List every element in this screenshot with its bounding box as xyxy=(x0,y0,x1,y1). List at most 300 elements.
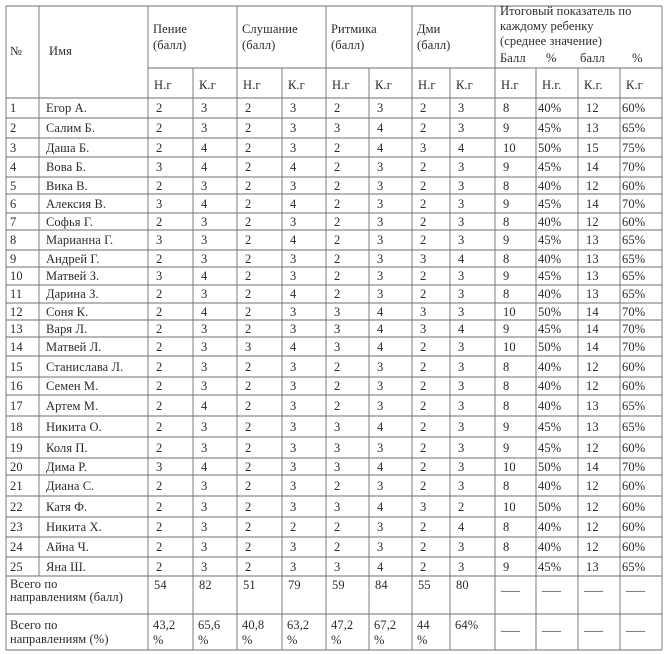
row-value: 2 xyxy=(245,269,252,283)
row-value: 3 xyxy=(458,196,465,211)
row-value: 2 xyxy=(334,478,341,493)
row-value: 12 xyxy=(586,379,599,393)
row-value: 3 xyxy=(201,419,208,434)
row-value: 75% xyxy=(622,140,646,155)
row-value: 3 xyxy=(458,178,465,193)
row-name: Дарина З. xyxy=(46,287,99,301)
row-value: 3 xyxy=(290,140,297,155)
row-value: 3 xyxy=(290,559,297,574)
row-value: 3 xyxy=(290,398,297,413)
totals-pct-value: 64% xyxy=(455,618,479,632)
row-value: 45% xyxy=(538,233,562,247)
row-value: 3 xyxy=(458,160,465,174)
row-value: 3 xyxy=(201,520,208,534)
row-value: 3 xyxy=(458,540,465,554)
row-number: 15 xyxy=(10,359,23,374)
row-name: Станислава Л. xyxy=(46,359,124,374)
row-number: 3 xyxy=(10,140,17,155)
row-value: 13 xyxy=(586,287,599,301)
row-value: 2 xyxy=(420,214,427,229)
row-value: 3 xyxy=(377,520,384,534)
row-value: 2 xyxy=(420,269,427,283)
row-name: Дима Р. xyxy=(46,459,87,474)
row-name: Егор А. xyxy=(46,101,87,115)
row-value: 2 xyxy=(334,359,341,374)
row-name: Коля П. xyxy=(46,440,88,455)
row-value: 10 xyxy=(503,459,516,474)
row-value: 2 xyxy=(334,398,341,413)
row-number: 6 xyxy=(10,196,17,211)
row-value: 3 xyxy=(201,101,208,115)
row-value: 3 xyxy=(334,499,341,514)
row-value: 2 xyxy=(245,398,252,413)
header-final-title: каждому ребенку xyxy=(500,19,594,33)
row-value: 70% xyxy=(622,196,646,211)
header-subcolumn: К.г xyxy=(456,78,473,92)
totals-pct-value: 43,2 xyxy=(153,618,176,632)
row-value: 2 xyxy=(245,251,252,266)
row-value: 60% xyxy=(622,478,646,493)
row-value: 2 xyxy=(420,478,427,493)
row-value: 15 xyxy=(586,140,599,155)
row-value: 8 xyxy=(503,520,510,534)
row-value: 14 xyxy=(586,196,599,211)
row-number: 2 xyxy=(10,121,17,135)
header-final-sub: % xyxy=(546,51,557,65)
row-value: 60% xyxy=(622,178,646,193)
row-value: 13 xyxy=(586,419,599,434)
row-value: 4 xyxy=(377,499,384,514)
row-value: 2 xyxy=(156,440,163,455)
row-value: 45% xyxy=(538,160,562,174)
row-value: 4 xyxy=(377,121,384,135)
row-value: 12 xyxy=(586,478,599,493)
row-value: 2 xyxy=(334,101,341,115)
row-value: 3 xyxy=(377,178,384,193)
row-value: 3 xyxy=(156,160,163,174)
row-value: 3 xyxy=(290,214,297,229)
row-number: 12 xyxy=(10,304,23,319)
row-value: 65% xyxy=(622,121,646,135)
row-value: 14 xyxy=(586,160,599,174)
header-group-title: Слушание xyxy=(242,22,298,36)
row-value: 70% xyxy=(622,339,646,354)
row-value: 2 xyxy=(420,339,427,354)
row-value: 3 xyxy=(420,304,427,319)
row-value: 3 xyxy=(458,214,465,229)
totals-ball-value: 59 xyxy=(332,578,345,592)
row-number: 20 xyxy=(10,459,23,474)
totals-ball-label: Всего по xyxy=(10,577,58,591)
row-value: 3 xyxy=(290,499,297,514)
row-value: 13 xyxy=(586,559,599,574)
row-value: 4 xyxy=(458,140,465,155)
row-name: Марианна Г. xyxy=(46,233,114,247)
row-value: 2 xyxy=(420,101,427,115)
header-final-title: Итоговый показатель по xyxy=(500,4,632,18)
row-name: Софья Г. xyxy=(46,214,94,229)
totals-ball-label: направлениям (балл) xyxy=(10,590,123,604)
header-group-title: Ритмика xyxy=(331,22,377,36)
header-name: Имя xyxy=(49,44,72,58)
row-value: 3 xyxy=(201,478,208,493)
row-value: 2 xyxy=(245,520,252,534)
row-value: 4 xyxy=(290,233,297,247)
row-value: 2 xyxy=(156,287,163,301)
row-value: 9 xyxy=(503,196,510,211)
row-value: 14 xyxy=(586,321,599,336)
row-value: 65% xyxy=(622,233,646,247)
row-value: 2 xyxy=(245,214,252,229)
row-number: 10 xyxy=(10,269,23,283)
row-value: 3 xyxy=(377,214,384,229)
row-value: 3 xyxy=(458,233,465,247)
row-value: 65% xyxy=(622,269,646,283)
row-value: 2 xyxy=(245,178,252,193)
row-number: 25 xyxy=(10,559,23,574)
row-value: 2 xyxy=(458,499,465,514)
row-value: 3 xyxy=(201,321,208,336)
row-value: 12 xyxy=(586,178,599,193)
row-value: 10 xyxy=(503,140,516,155)
row-value: 8 xyxy=(503,287,510,301)
row-value: 12 xyxy=(586,214,599,229)
row-value: 3 xyxy=(458,559,465,574)
row-value: 3 xyxy=(290,540,297,554)
row-value: 4 xyxy=(458,520,465,534)
row-value: 3 xyxy=(377,379,384,393)
header-subcolumn: Н.г xyxy=(418,78,436,92)
row-value: 2 xyxy=(420,287,427,301)
row-value: 3 xyxy=(201,499,208,514)
row-value: 3 xyxy=(420,140,427,155)
row-value: 8 xyxy=(503,251,510,266)
row-value: 45% xyxy=(538,121,562,135)
row-value: 3 xyxy=(377,440,384,455)
row-value: 3 xyxy=(334,339,341,354)
row-value: 4 xyxy=(290,339,297,354)
row-value: 2 xyxy=(245,440,252,455)
row-value: 40% xyxy=(538,214,562,229)
row-value: 3 xyxy=(156,269,163,283)
row-value: 9 xyxy=(503,160,510,174)
row-value: 13 xyxy=(586,251,599,266)
row-value: 70% xyxy=(622,459,646,474)
row-value: 3 xyxy=(377,101,384,115)
row-value: 3 xyxy=(334,559,341,574)
row-value: 3 xyxy=(458,269,465,283)
row-value: 3 xyxy=(458,304,465,319)
row-value: 3 xyxy=(156,459,163,474)
row-value: 3 xyxy=(156,233,163,247)
row-value: 3 xyxy=(377,478,384,493)
row-value: 50% xyxy=(538,140,562,155)
totals-ball-value: 51 xyxy=(243,578,256,592)
row-value: 3 xyxy=(201,540,208,554)
row-value: 50% xyxy=(538,459,562,474)
header-final-sub: балл xyxy=(580,51,605,65)
row-value: 9 xyxy=(503,419,510,434)
row-value: 8 xyxy=(503,540,510,554)
row-value: 4 xyxy=(290,287,297,301)
row-value: 3 xyxy=(290,269,297,283)
totals-pct-dash: ___ xyxy=(542,619,562,633)
row-value: 3 xyxy=(290,419,297,434)
row-number: 7 xyxy=(10,214,17,229)
row-value: 40% xyxy=(538,178,562,193)
row-number: 24 xyxy=(10,540,23,554)
row-number: 22 xyxy=(10,499,23,514)
totals-ball-value: 84 xyxy=(375,578,388,592)
row-value: 3 xyxy=(290,178,297,193)
totals-pct-unit: % xyxy=(331,633,342,647)
row-value: 2 xyxy=(156,101,163,115)
row-value: 14 xyxy=(586,459,599,474)
row-value: 3 xyxy=(458,398,465,413)
row-value: 70% xyxy=(622,321,646,336)
header-subcolumn: Н.г xyxy=(501,78,519,92)
row-value: 4 xyxy=(377,321,384,336)
row-value: 70% xyxy=(622,160,646,174)
row-value: 3 xyxy=(290,121,297,135)
row-value: 4 xyxy=(201,196,208,211)
row-value: 3 xyxy=(334,121,341,135)
row-value: 4 xyxy=(458,321,465,336)
row-value: 3 xyxy=(377,540,384,554)
totals-pct-value: 67,2 xyxy=(374,618,397,632)
row-value: 45% xyxy=(538,196,562,211)
row-value: 8 xyxy=(503,214,510,229)
row-value: 3 xyxy=(201,121,208,135)
row-value: 3 xyxy=(290,321,297,336)
row-value: 65% xyxy=(622,251,646,266)
row-value: 40% xyxy=(538,379,562,393)
row-value: 2 xyxy=(334,140,341,155)
row-name: Алексия В. xyxy=(46,196,107,211)
row-value: 4 xyxy=(377,459,384,474)
header-group-title: (балл) xyxy=(242,38,276,52)
row-value: 40% xyxy=(538,398,562,413)
row-name: Айна Ч. xyxy=(46,540,90,554)
totals-ball-value: 79 xyxy=(288,578,301,592)
row-value: 2 xyxy=(334,214,341,229)
row-value: 3 xyxy=(290,379,297,393)
row-value: 3 xyxy=(201,440,208,455)
row-number: 18 xyxy=(10,419,23,434)
row-value: 2 xyxy=(245,321,252,336)
row-value: 2 xyxy=(245,379,252,393)
row-value: 2 xyxy=(156,520,163,534)
row-number: 9 xyxy=(10,251,17,266)
row-value: 2 xyxy=(420,160,427,174)
totals-pct-unit: % xyxy=(374,633,385,647)
row-value: 2 xyxy=(156,379,163,393)
row-value: 2 xyxy=(334,520,341,534)
row-value: 2 xyxy=(245,359,252,374)
row-value: 2 xyxy=(420,440,427,455)
totals-pct-value: 65,6 xyxy=(198,618,221,632)
row-name: Салим Б. xyxy=(46,121,96,135)
row-value: 3 xyxy=(377,196,384,211)
row-name: Никита Х. xyxy=(46,520,102,534)
row-value: 60% xyxy=(622,520,646,534)
row-value: 4 xyxy=(290,196,297,211)
row-value: 2 xyxy=(334,287,341,301)
row-value: 2 xyxy=(420,459,427,474)
row-value: 10 xyxy=(503,499,516,514)
row-value: 3 xyxy=(201,339,208,354)
row-value: 8 xyxy=(503,101,510,115)
header-subcolumn: Н.г xyxy=(154,78,172,92)
row-number: 21 xyxy=(10,478,23,493)
row-value: 2 xyxy=(420,520,427,534)
header-group-title: Дми xyxy=(417,22,441,36)
row-value: 60% xyxy=(622,499,646,514)
row-value: 4 xyxy=(458,251,465,266)
totals-pct-unit: % xyxy=(417,633,428,647)
header-subcolumn: К.г xyxy=(375,78,392,92)
row-value: 3 xyxy=(420,499,427,514)
row-value: 3 xyxy=(334,419,341,434)
row-value: 45% xyxy=(538,419,562,434)
row-value: 10 xyxy=(503,339,516,354)
row-value: 12 xyxy=(586,520,599,534)
row-value: 12 xyxy=(586,540,599,554)
row-value: 2 xyxy=(420,178,427,193)
totals-ball-value: 82 xyxy=(199,578,212,592)
row-value: 2 xyxy=(245,121,252,135)
row-value: 9 xyxy=(503,440,510,455)
row-value: 3 xyxy=(377,287,384,301)
row-value: 40% xyxy=(538,478,562,493)
row-value: 3 xyxy=(377,160,384,174)
row-value: 3 xyxy=(290,478,297,493)
totals-ball-value: 55 xyxy=(418,578,431,592)
row-value: 4 xyxy=(377,304,384,319)
row-value: 2 xyxy=(245,304,252,319)
row-value: 10 xyxy=(503,304,516,319)
row-value: 14 xyxy=(586,304,599,319)
row-value: 2 xyxy=(245,233,252,247)
row-value: 2 xyxy=(334,540,341,554)
row-value: 2 xyxy=(334,160,341,174)
row-value: 2 xyxy=(334,269,341,283)
totals-ball-value: 80 xyxy=(456,578,469,592)
row-value: 3 xyxy=(458,287,465,301)
row-value: 3 xyxy=(201,233,208,247)
row-value: 8 xyxy=(503,398,510,413)
totals-ball-dash: ___ xyxy=(584,579,604,593)
row-name: Яна Ш. xyxy=(46,559,87,574)
row-value: 8 xyxy=(503,359,510,374)
row-value: 40% xyxy=(538,540,562,554)
row-name: Катя Ф. xyxy=(46,499,88,514)
row-number: 13 xyxy=(10,321,23,336)
row-value: 3 xyxy=(290,359,297,374)
row-name: Матвей З. xyxy=(46,269,100,283)
row-value: 2 xyxy=(156,339,163,354)
row-value: 3 xyxy=(201,559,208,574)
row-value: 40% xyxy=(538,520,562,534)
row-value: 12 xyxy=(586,440,599,455)
row-value: 9 xyxy=(503,559,510,574)
row-value: 2 xyxy=(156,214,163,229)
row-name: Вика В. xyxy=(46,178,88,193)
row-number: 16 xyxy=(10,379,23,393)
row-value: 65% xyxy=(622,559,646,574)
row-value: 3 xyxy=(201,251,208,266)
row-value: 4 xyxy=(201,398,208,413)
row-value: 3 xyxy=(458,419,465,434)
row-value: 3 xyxy=(458,478,465,493)
totals-pct-unit: % xyxy=(198,633,209,647)
row-value: 2 xyxy=(420,233,427,247)
row-value: 3 xyxy=(458,339,465,354)
row-number: 11 xyxy=(10,287,23,301)
row-value: 3 xyxy=(420,321,427,336)
totals-ball-dash: ___ xyxy=(542,579,562,593)
header-subcolumn: Н.г xyxy=(332,78,350,92)
totals-pct-value: 44 xyxy=(417,618,430,632)
header-group-title: Пение xyxy=(153,22,188,36)
row-name: Варя Л. xyxy=(46,321,88,336)
row-value: 2 xyxy=(420,398,427,413)
totals-pct-dash: ___ xyxy=(626,619,646,633)
row-value: 4 xyxy=(377,140,384,155)
totals-pct-value: 47,2 xyxy=(331,618,354,632)
row-value: 13 xyxy=(586,269,599,283)
row-value: 2 xyxy=(245,419,252,434)
row-value: 3 xyxy=(201,379,208,393)
row-value: 3 xyxy=(201,178,208,193)
row-value: 60% xyxy=(622,214,646,229)
row-value: 3 xyxy=(377,398,384,413)
row-value: 50% xyxy=(538,499,562,514)
row-value: 2 xyxy=(245,101,252,115)
row-value: 2 xyxy=(245,459,252,474)
row-value: 4 xyxy=(201,160,208,174)
header-subcolumn: К.г xyxy=(626,78,643,92)
row-number: 14 xyxy=(10,339,23,354)
row-value: 50% xyxy=(538,339,562,354)
row-value: 3 xyxy=(458,101,465,115)
totals-ball-dash: ___ xyxy=(626,579,646,593)
row-value: 2 xyxy=(420,379,427,393)
row-value: 3 xyxy=(290,459,297,474)
row-value: 2 xyxy=(156,419,163,434)
row-value: 60% xyxy=(622,379,646,393)
row-value: 40% xyxy=(538,101,562,115)
row-number: 17 xyxy=(10,398,23,413)
row-number: 4 xyxy=(10,160,17,174)
row-value: 3 xyxy=(201,214,208,229)
row-number: 5 xyxy=(10,178,17,193)
row-value: 60% xyxy=(622,440,646,455)
row-value: 2 xyxy=(420,359,427,374)
row-value: 3 xyxy=(334,304,341,319)
row-value: 2 xyxy=(334,233,341,247)
row-name: Семен М. xyxy=(46,379,99,393)
row-value: 3 xyxy=(290,440,297,455)
row-value: 60% xyxy=(622,359,646,374)
totals-pct-value: 63,2 xyxy=(287,618,310,632)
row-value: 3 xyxy=(201,359,208,374)
row-value: 12 xyxy=(586,359,599,374)
row-value: 40% xyxy=(538,359,562,374)
row-value: 3 xyxy=(334,459,341,474)
row-value: 2 xyxy=(156,359,163,374)
row-value: 3 xyxy=(290,101,297,115)
